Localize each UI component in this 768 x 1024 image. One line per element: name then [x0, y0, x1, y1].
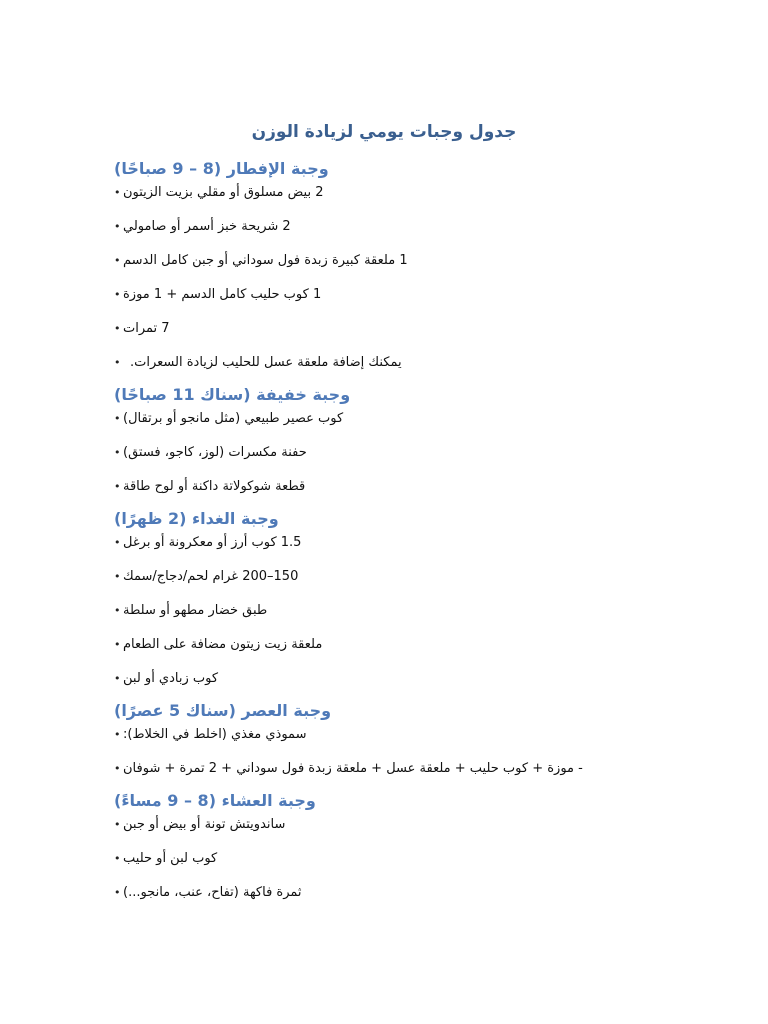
item-text: كوب زبادي أو لبن [123, 671, 219, 686]
item-text: كوب لبن أو حليب [123, 851, 218, 866]
item-text: 2 بيض مسلوق أو مقلي بزيت الزيتون [123, 185, 324, 200]
bullet-icon: • [114, 254, 121, 267]
list-item [114, 250, 654, 284]
bullet-icon: • [114, 536, 121, 549]
item-text: - موزة + كوب حليب + ملعقة عسل + ملعقة زبدة فول سوداني + 2 تمرة + شوفان [123, 761, 583, 776]
list-item [114, 600, 654, 634]
item-text: ثمرة فاكهة (تفاح، عنب، مانجو...) [123, 885, 302, 900]
bullet-icon: • [114, 852, 121, 865]
list-item [114, 882, 654, 912]
item-text: حفنة مكسرات (لوز، كاجو، فستق) [123, 445, 307, 460]
section-heading: وجبة الغداء (2 ظهرًا) [114, 509, 279, 528]
item-text: 150–200 غرام لحم/دجاج/سمك [123, 569, 299, 584]
bullet-icon: • [114, 638, 121, 651]
bullet-icon: • [114, 604, 121, 617]
section-afternoon-snack [114, 698, 654, 788]
bullet-icon: • [114, 446, 121, 459]
item-text: 7 تمرات [123, 321, 170, 336]
document-content [114, 156, 654, 912]
section-heading: وجبة العصر (سناك 5 عصرًا) [114, 701, 332, 720]
bullet-icon: • [114, 818, 121, 831]
list-item [114, 284, 654, 318]
list-item [114, 182, 654, 216]
list-item [114, 848, 654, 882]
list-item [114, 318, 654, 352]
bullet-icon: • [114, 288, 121, 301]
item-text: 1.5 كوب أرز أو معكرونة أو برغل [123, 535, 302, 550]
document-title: جدول وجبات يومي لزيادة الوزن [251, 122, 517, 142]
item-text: سموذي مغذي (اخلط في الخلاط): [123, 727, 307, 742]
bullet-icon: • [114, 480, 121, 493]
list-item [114, 814, 654, 848]
bullet-icon: • [114, 728, 121, 741]
section-lunch [114, 506, 654, 698]
item-text: يمكنك إضافة ملعقة عسل للحليب لزيادة السعرات. [130, 355, 402, 370]
bullet-icon: • [114, 886, 121, 899]
section-heading: وجبة الإفطار (8 – 9 صباحًا) [114, 159, 329, 178]
item-text: 1 ملعقة كبيرة زبدة فول سوداني أو جبن كامل الدسم [123, 253, 408, 268]
list-item [114, 668, 654, 698]
list-item [114, 566, 654, 600]
bullet-icon: • [114, 672, 121, 685]
item-text: 1 كوب حليب كامل الدسم + 1 موزة [123, 287, 322, 302]
bullet-icon: • [114, 412, 121, 425]
list-item [114, 724, 654, 758]
list-item [114, 634, 654, 668]
bullet-icon: • [114, 356, 121, 369]
list-item [114, 216, 654, 250]
list-item [114, 352, 654, 382]
section-morning-snack [114, 382, 654, 506]
item-text: ملعقة زيت زيتون مضافة على الطعام [123, 637, 323, 652]
item-text: 2 شريحة خبز أسمر أو صامولي [123, 219, 291, 234]
item-text: ساندويتش تونة أو بيض أو جبن [123, 817, 286, 832]
item-text: كوب عصير طبيعي (مثل مانجو أو برتقال) [123, 411, 344, 426]
item-text: قطعة شوكولاتة داكنة أو لوح طاقة [123, 479, 306, 494]
section-heading: وجبة العشاء (8 – 9 مساءً) [114, 791, 316, 810]
bullet-icon: • [114, 762, 121, 775]
list-item [114, 758, 654, 788]
bullet-icon: • [114, 186, 121, 199]
item-text: طبق خضار مطهو أو سلطة [123, 603, 268, 618]
list-item [114, 476, 654, 506]
bullet-icon: • [114, 570, 121, 583]
section-breakfast [114, 156, 654, 382]
section-heading: وجبة خفيفة (سناك 11 صباحًا) [114, 385, 351, 404]
section-dinner [114, 788, 654, 912]
bullet-icon: • [114, 220, 121, 233]
list-item [114, 442, 654, 476]
list-item [114, 408, 654, 442]
bullet-icon: • [114, 322, 121, 335]
list-item [114, 532, 654, 566]
